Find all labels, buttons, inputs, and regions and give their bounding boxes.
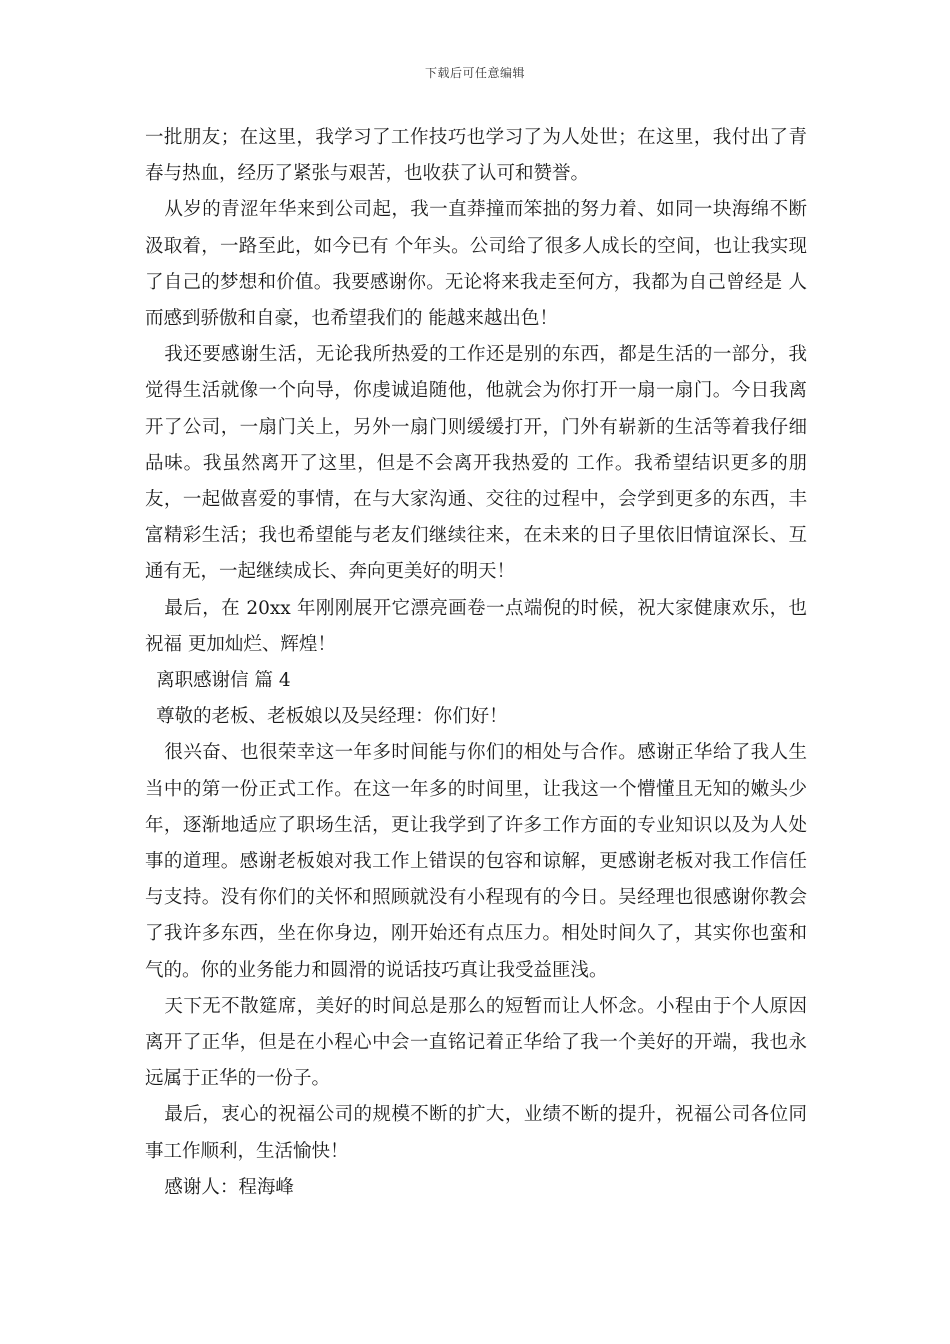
letter-paragraph-farewell: 天下无不散筵席，美好的时间总是那么的短暂而让人怀念。小程由于个人原因离开了正华，但是在小程心中会一直铭记着正华给了我一个美好的开端，我也永远属于正华的一份子。 xyxy=(145,995,807,1090)
document-body xyxy=(145,120,807,1206)
letter-greeting: 尊敬的老板、老板娘以及吴经理：你们好！ xyxy=(156,706,508,728)
section-title: 离职感谢信 篇 4 xyxy=(156,670,291,692)
page-header-note: 下载后可任意编辑 xyxy=(424,66,525,80)
letter-paragraph-blessing: 最后，衷心的祝福公司的规模不断的扩大，业绩不断的提升，祝福公司各位同事工作顺利，生活愉快！ xyxy=(145,1104,807,1162)
letter-paragraph-thanks: 很兴奋、也很荣幸这一年多时间能与你们的相处与合作。感谢正华给了我人生当中的第一份正式工作。在这一年多的时间里，让我这一个懵懂且无知的嫩头少年，逐渐地适应了职场生活，更让我学到了许多工作方面的专业知识以及为人处事的道理。感谢老板娘对我工作上错误的包容和谅解，更感谢老板对我工作信任与支持。没有你们的关怀和照顾就没有小程现有的今日。吴经理也很感谢你教会了我许多东西，坐在你身边，刚开始还有点压力。相处时间久了，其实你也蛮和气的。你的业务能力和圆滑的说话技巧真让我受益匪浅。 xyxy=(145,742,807,981)
paragraph-growth: 从岁的青涩年华来到公司起，我一直莽撞而笨拙的努力着、如同一块海绵不断汲取着，一路至此，如今已有 个年头。公司给了很多人成长的空间，也让我实现了自己的梦想和价值。我要感谢你。无论将来我走至何方，我都为自己曾经是 人而感到骄傲和自豪，也希望我们的 能越来越出色！ xyxy=(145,199,807,330)
paragraph-continuation: 一批朋友；在这里，我学习了工作技巧也学习了为人处世；在这里，我付出了青春与热血，经历了紧张与艰苦，也收获了认可和赞誉。 xyxy=(145,127,807,185)
paragraph-life: 我还要感谢生活，无论我所热爱的工作还是别的东西，都是生活的一部分，我觉得生活就像一个向导，你虔诚追随他，他就会为你打开一扇一扇门。今日我离开了公司，一扇门关上，另外一扇门则缓缓打开，门外有崭新的生活等着我仔细品味。我虽然离开了这里，但是不会离开我热爱的 工作。我希望结识更多的朋友，一起做喜爱的事情，在与大家沟通、交往的过程中，会学到更多的东西，丰富精彩生活；我也希望能与老友们继续往来，在未来的日子里依旧情谊深长、互通有无，一起继续成长、奔向更美好的明天！ xyxy=(145,344,807,583)
letter-signature: 感谢人：程海峰 xyxy=(164,1176,294,1198)
paragraph-closing-wish: 最后，在 20xx 年刚刚展开它漂亮画卷一点端倪的时候，祝大家健康欢乐，也祝福 更加灿烂、辉煌！ xyxy=(145,597,807,655)
